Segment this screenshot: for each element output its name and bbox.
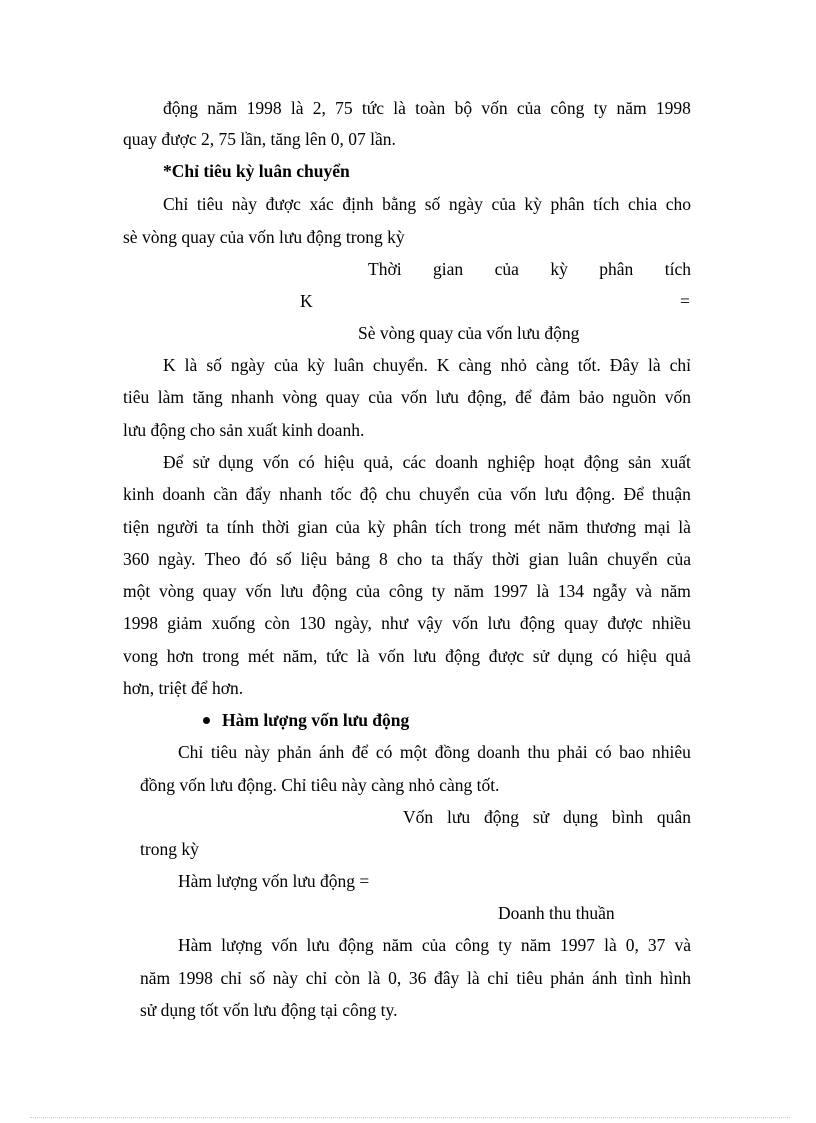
word: luân <box>333 355 364 375</box>
word: vòng <box>282 387 318 407</box>
word: năm <box>616 98 647 118</box>
word: vong <box>123 646 158 666</box>
word: chỉ <box>220 968 242 988</box>
word: càng <box>535 355 569 375</box>
word: công <box>388 581 423 601</box>
word: tiêu <box>516 968 543 988</box>
word: còn <box>334 968 361 988</box>
word: thuận <box>652 484 691 504</box>
formula-variable: Hàm lượng vốn lưu động = <box>178 871 370 891</box>
word: lưu <box>544 484 568 504</box>
word: chuyển. <box>372 355 428 375</box>
word: của <box>368 387 393 407</box>
word: tiện <box>123 517 150 537</box>
page-footer-divider <box>30 1117 790 1118</box>
word: nguồn <box>612 387 657 407</box>
word: lưu <box>306 935 330 955</box>
word: ngẫy <box>592 581 627 601</box>
word: gian <box>528 549 559 569</box>
word: Theo <box>204 549 241 569</box>
word: 134 <box>557 581 585 601</box>
text-line <box>123 516 691 538</box>
word: quân <box>656 807 691 827</box>
word: 360 <box>123 549 150 569</box>
word: phân <box>550 194 585 214</box>
word: đồng <box>434 742 470 762</box>
word: của <box>494 259 519 279</box>
word: càng <box>458 355 492 375</box>
formula-numerator-cont: trong kỳ <box>140 839 199 859</box>
word: bảng <box>335 549 371 569</box>
word: vòng <box>158 581 194 601</box>
word: hiệu <box>324 452 355 472</box>
word: tích <box>435 517 462 537</box>
word: doanh <box>435 452 478 472</box>
word: xuất <box>660 452 691 472</box>
word: kỳ <box>307 355 325 375</box>
word: ta <box>206 517 219 537</box>
word: một <box>399 742 428 762</box>
word: của <box>335 517 360 537</box>
word: được <box>607 613 643 633</box>
word: vốn <box>378 646 405 666</box>
word: chỉ <box>305 968 328 988</box>
word: số <box>206 355 222 375</box>
text-line <box>123 483 691 505</box>
word: vốn <box>481 98 508 118</box>
word: gian <box>433 259 464 279</box>
word: của <box>516 98 542 118</box>
word: như <box>381 613 409 633</box>
word: bằng <box>382 194 417 214</box>
word: chuyển <box>418 484 470 504</box>
word: chỉ <box>669 355 691 375</box>
word: thu <box>527 742 550 762</box>
word: năm <box>660 581 691 601</box>
word: dụng <box>557 646 593 666</box>
word: quả <box>665 646 691 666</box>
word: là <box>466 968 480 988</box>
word: quay <box>564 613 599 633</box>
word: 75 <box>335 98 353 118</box>
word: được <box>488 646 525 666</box>
word: 36 <box>408 968 427 988</box>
word: này <box>272 968 299 988</box>
word: doanh <box>477 742 520 762</box>
word: quay <box>325 387 360 407</box>
word: ngày <box>448 194 483 214</box>
word: lưu <box>487 613 511 633</box>
word: ta <box>431 549 444 569</box>
word: còn <box>264 613 290 633</box>
word: sử <box>532 807 550 827</box>
formula-denominator: Doanh thu thuần <box>498 903 615 923</box>
word: động <box>484 807 519 827</box>
word: có <box>601 646 619 666</box>
word: số <box>276 549 292 569</box>
word: có <box>595 742 612 762</box>
word: phải <box>557 742 588 762</box>
word: lưu <box>413 646 437 666</box>
word: hình <box>659 968 691 988</box>
word: năm <box>207 98 238 118</box>
word: thời <box>491 549 520 569</box>
word: gian <box>297 517 328 537</box>
word: động <box>519 613 555 633</box>
formula-denominator: Sè vòng quay của vốn lưu động <box>358 323 580 343</box>
word: định <box>342 194 374 214</box>
text-line: đồng vốn lưu động. Chỉ tiêu này càng nhỏ càng tốt. <box>140 775 500 795</box>
word: ty <box>431 581 446 601</box>
word: các <box>402 452 426 472</box>
word: của <box>491 194 516 214</box>
word: năm <box>548 517 579 537</box>
word: Để <box>623 484 644 504</box>
word: động <box>312 581 348 601</box>
formula-numerator <box>368 258 691 280</box>
word: trong <box>202 646 240 666</box>
word: là <box>678 517 691 537</box>
word: là <box>647 355 661 375</box>
word: Đây <box>609 355 639 375</box>
formula-numerator <box>403 806 691 828</box>
word: của <box>421 935 447 955</box>
word: tốt. <box>577 355 601 375</box>
word: động. <box>575 484 616 504</box>
word: ngày. <box>158 549 196 569</box>
word: năm <box>382 935 413 955</box>
word: doanh <box>162 484 206 504</box>
word: 1998 <box>123 613 158 633</box>
word: trong <box>469 517 507 537</box>
word: ty <box>498 935 512 955</box>
word: để <box>351 742 369 762</box>
word: động <box>163 98 198 118</box>
word: tích <box>664 259 691 279</box>
text-line <box>140 967 691 989</box>
word: luân <box>567 549 599 569</box>
text-line <box>178 934 691 956</box>
word: để <box>515 387 532 407</box>
word: dụng <box>218 452 254 472</box>
word: năm <box>520 935 552 955</box>
word: độ <box>359 484 378 504</box>
word: cho <box>665 194 691 214</box>
word: của <box>666 549 691 569</box>
word: tiêu <box>210 742 238 762</box>
word: 1997 <box>560 935 596 955</box>
text-line: quay được 2, 75 lần, tăng lên 0, 07 lần. <box>123 129 396 149</box>
word: thấy <box>452 549 483 569</box>
word: năm, <box>282 646 318 666</box>
text-line <box>123 612 691 634</box>
word: cần <box>213 484 238 504</box>
word: xuống <box>211 613 256 633</box>
word: được <box>265 194 301 214</box>
word: là <box>536 581 550 601</box>
word: thời <box>261 517 290 537</box>
word: Chỉ <box>178 742 204 762</box>
word: phản <box>277 742 312 762</box>
word: là <box>356 646 370 666</box>
word: đó <box>249 549 268 569</box>
word: là <box>604 935 617 955</box>
word: bảo <box>578 387 605 407</box>
word: nhanh <box>279 484 323 504</box>
text-line <box>123 580 691 602</box>
bullet-heading: Hàm lượng vốn lưu động <box>222 710 410 730</box>
word: 2, <box>312 98 326 118</box>
word: ánh <box>591 968 618 988</box>
word: ngày <box>230 355 265 375</box>
word: năm <box>453 581 485 601</box>
word: ty <box>593 98 608 118</box>
word: công <box>550 98 585 118</box>
word: đảm <box>540 387 571 407</box>
text-line <box>163 193 691 215</box>
text-line <box>163 97 691 119</box>
word: động <box>583 452 619 472</box>
word: năm <box>140 968 171 988</box>
word: sử <box>532 646 550 666</box>
word: lưu <box>435 387 459 407</box>
word: liệu <box>300 549 327 569</box>
word: kỳ <box>524 194 542 214</box>
word: đẩy <box>245 484 272 504</box>
word: Để <box>163 452 184 472</box>
word: toàn <box>415 98 446 118</box>
word: tức <box>326 646 349 666</box>
word: dụng <box>563 807 599 827</box>
text-line: lưu động cho sản xuất kinh doanh. <box>123 420 365 440</box>
word: và <box>674 935 691 955</box>
word: 0, <box>388 968 402 988</box>
text-line <box>178 741 691 763</box>
text-line <box>123 386 691 408</box>
word: động <box>445 646 481 666</box>
word: vốn <box>245 581 272 601</box>
formula-equals: = <box>680 291 690 311</box>
word: là <box>393 98 406 118</box>
word: phản <box>550 968 585 988</box>
word: Hàm <box>178 935 213 955</box>
word: 8 <box>379 549 388 569</box>
word: 1998 <box>177 968 213 988</box>
word: là <box>184 355 198 375</box>
word: cho <box>396 549 423 569</box>
text-line: sè vòng quay của vốn lưu động trong kỳ <box>123 227 405 247</box>
word: đây <box>434 968 460 988</box>
word: của <box>355 581 381 601</box>
word: lượng <box>221 935 263 955</box>
word: chuyển <box>607 549 658 569</box>
word: lưu <box>447 807 471 827</box>
word: kỳ <box>367 517 386 537</box>
word: 1997 <box>492 581 528 601</box>
word: chia <box>627 194 658 214</box>
word: bộ <box>454 98 473 118</box>
word: hơn <box>166 646 194 666</box>
word: nhỏ <box>500 355 527 375</box>
word: sản <box>628 452 652 472</box>
word: 130 <box>299 613 326 633</box>
word: là <box>367 968 381 988</box>
word: 1998 <box>655 98 691 118</box>
word: nhiều <box>651 613 691 633</box>
word: tiêu <box>196 194 224 214</box>
word: K <box>436 355 450 375</box>
text-line: hơn, triệt để hơn. <box>123 678 244 698</box>
word: tốc <box>330 484 352 504</box>
word: ánh <box>318 742 345 762</box>
bullet-icon <box>203 717 210 724</box>
text-line <box>123 548 691 570</box>
word: mét <box>514 517 541 537</box>
word: vốn <box>664 387 691 407</box>
word: của <box>273 355 299 375</box>
word: kinh <box>123 484 155 504</box>
word: là <box>290 98 304 118</box>
formula-variable: K <box>300 291 313 311</box>
word: Vốn <box>403 807 434 827</box>
word: lưu <box>280 581 304 601</box>
word: số <box>249 968 266 988</box>
word: của <box>477 484 502 504</box>
word: này <box>244 742 270 762</box>
word: sử <box>192 452 210 472</box>
word: phân <box>599 259 634 279</box>
text-line: sử dụng tốt vốn lưu động tại công ty. <box>140 1000 398 1020</box>
word: tiêu <box>123 387 150 407</box>
word: ngày, <box>334 613 372 633</box>
section-heading: *Chỉ tiêu kỳ luân chuyển <box>163 161 350 181</box>
word: giảm <box>167 613 203 633</box>
word: vậy <box>417 613 443 633</box>
word: nhiêu <box>651 742 691 762</box>
word: tính <box>226 517 254 537</box>
word: chu <box>385 484 411 504</box>
word: số <box>424 194 441 214</box>
word: K <box>163 355 176 375</box>
word: tức <box>361 98 385 118</box>
word: Thời <box>368 259 402 279</box>
word: công <box>455 935 490 955</box>
word: vốn <box>451 613 479 633</box>
word: có <box>375 742 393 762</box>
word: này <box>231 194 258 214</box>
word: hoạt <box>544 452 575 472</box>
word: nghiệp <box>487 452 535 472</box>
word: mại <box>644 517 671 537</box>
word: động <box>338 935 374 955</box>
word: bao <box>619 742 645 762</box>
word: quả, <box>363 452 394 472</box>
word: 0, <box>625 935 639 955</box>
word: có <box>298 452 315 472</box>
word: làm <box>157 387 184 407</box>
word: xác <box>309 194 334 214</box>
word: một <box>123 581 151 601</box>
text-line <box>123 645 691 667</box>
word: chỉ <box>487 968 509 988</box>
word: phân <box>393 517 428 537</box>
word: vốn <box>271 935 298 955</box>
word: Chỉ <box>163 194 189 214</box>
word: vốn <box>262 452 289 472</box>
word: kỳ <box>550 259 568 279</box>
word: hiệu <box>626 646 657 666</box>
word: thương <box>586 517 637 537</box>
word: người <box>157 517 199 537</box>
word: tăng <box>192 387 223 407</box>
word: bình <box>611 807 644 827</box>
word: mét <box>247 646 275 666</box>
word: vốn <box>510 484 537 504</box>
word: 1998 <box>246 98 282 118</box>
word: tích <box>593 194 620 214</box>
word: tình <box>624 968 653 988</box>
word: vốn <box>401 387 428 407</box>
text-line <box>163 451 691 473</box>
word: động, <box>467 387 507 407</box>
word: nhanh <box>231 387 274 407</box>
word: và <box>635 581 653 601</box>
text-line <box>163 354 691 376</box>
word: quay <box>202 581 237 601</box>
word: 37 <box>647 935 666 955</box>
